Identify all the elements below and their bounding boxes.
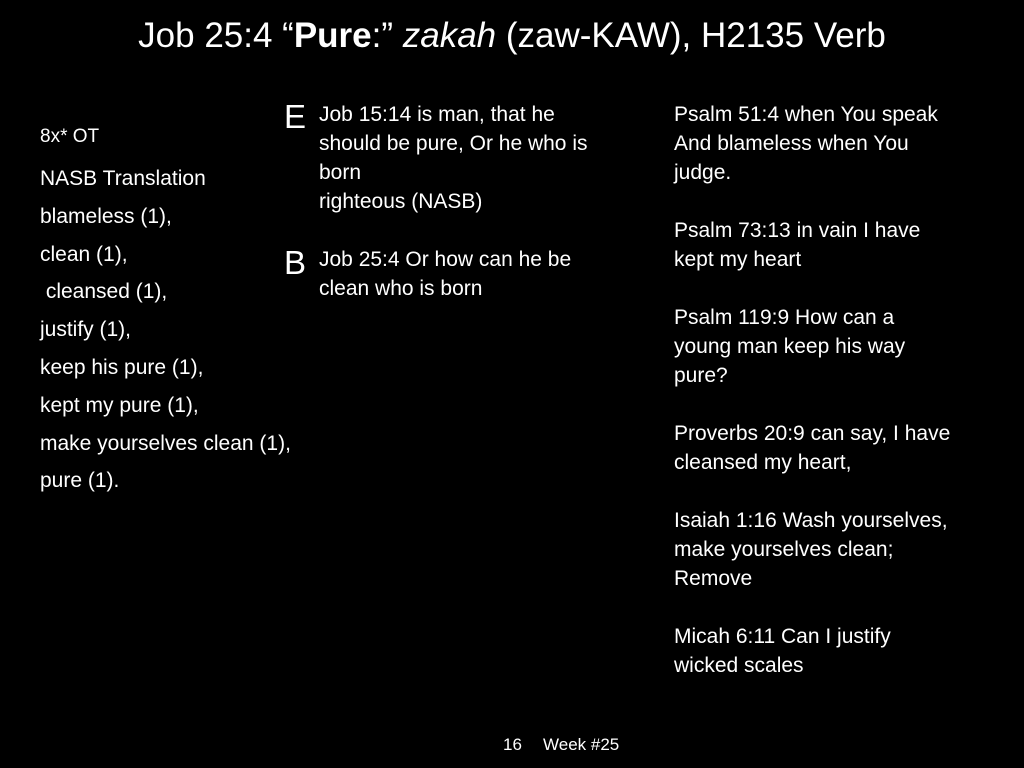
cross-reference: Proverbs 20:9 can say, I have cleansed my heart, — [674, 422, 951, 474]
title-word: Pure — [293, 16, 372, 55]
title-prefix: Job 25:4 “ — [138, 16, 294, 55]
slide-title — [0, 14, 1024, 58]
verse-job-25-4: Job 25:4 Or how can he be clean who is born — [319, 248, 572, 300]
week-label: Week #25 — [543, 735, 620, 754]
translation-item: keep his pure (1), — [40, 355, 204, 379]
verse-letter-e: E — [284, 98, 307, 135]
cross-reference: Psalm 73:13 in vain I have kept my heart — [674, 219, 921, 271]
translation-item: make yourselves clean (1), — [40, 431, 291, 455]
translation-list — [40, 165, 291, 505]
verse-job-15-14: Job 15:14 is man, that he should be pure, Or he who is born righteous (NASB) — [319, 103, 588, 213]
cross-reference: Micah 6:11 Can I justify wicked scales — [674, 625, 891, 677]
occurrence-count: 8x* OT — [40, 126, 100, 147]
cross-reference: Isaiah 1:16 Wash yourselves, make yourselves clean; Remove — [674, 509, 948, 590]
translation-item: pure (1). — [40, 469, 120, 493]
translation-item: kept my pure (1), — [40, 393, 199, 417]
translation-item: justify (1), — [40, 318, 132, 342]
translation-item: NASB Translation — [40, 167, 206, 190]
cross-reference-list — [674, 100, 1014, 709]
title-colon-quote: :” — [371, 16, 403, 55]
title-rest: (zaw-KAW), H2135 Verb — [496, 16, 886, 55]
title-transliteration: zakah — [402, 16, 497, 55]
translation-item: clean (1), — [40, 242, 128, 266]
cross-reference: Psalm 51:4 when You speak And blameless when You judge. — [674, 103, 938, 184]
translation-item: blameless (1), — [40, 204, 172, 228]
page-number: 16 — [503, 735, 522, 754]
verse-letter-b: B — [284, 244, 307, 281]
cross-reference: Psalm 119:9 How can a young man keep his way pure? — [674, 306, 906, 387]
translation-item: cleansed (1), — [40, 280, 168, 304]
